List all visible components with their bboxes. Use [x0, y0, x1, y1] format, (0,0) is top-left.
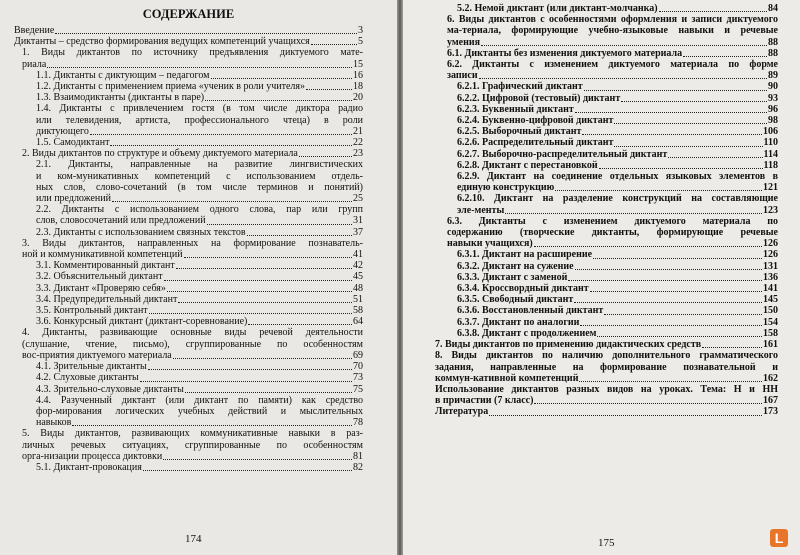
dot-leader [575, 112, 767, 113]
toc-entry [435, 216, 778, 250]
toc-entry [14, 361, 363, 372]
dot-leader [148, 369, 352, 370]
toc-entry-text: 6.2.6. Распределительный диктант [457, 137, 614, 149]
dot-leader [143, 470, 352, 471]
toc-entry [435, 171, 778, 193]
toc-entry [435, 115, 778, 126]
toc-entry-text: 2.1. Диктанты, направленные на развитие лингвистических [36, 159, 363, 171]
toc-entry-text: эле-менты [457, 204, 505, 216]
toc-entry [435, 3, 778, 14]
toc-page-number: 167 [763, 395, 778, 407]
toc-entry-text: 6.3.2. Диктант на сужение [457, 260, 574, 272]
toc-page-number: 158 [763, 327, 778, 339]
dot-leader [149, 313, 352, 314]
dot-leader [72, 425, 352, 426]
toc-page-number: 75 [353, 383, 363, 395]
toc-page-number: 41 [353, 249, 363, 261]
toc-entry-text: личных речевых ситуациях, сгруппированные по особенностям [22, 439, 363, 451]
dot-leader [481, 45, 767, 46]
toc-page-number: 58 [353, 305, 363, 317]
toc-entry-text: и ком-муникативных компетенций с использованием отдель- [36, 170, 363, 182]
toc-entry-text: 6.2.5. Выборочный диктант [457, 126, 582, 138]
toc-entry-text: 3.5. Контрольный диктант [36, 305, 148, 317]
toc-page-number: 64 [353, 316, 363, 328]
toc-page-number: 173 [763, 406, 778, 418]
dot-leader [582, 134, 762, 135]
dot-leader [299, 156, 352, 157]
toc-page-number: 106 [763, 126, 778, 138]
dot-leader [534, 403, 762, 404]
toc-entry [435, 272, 778, 283]
dot-leader [205, 100, 352, 101]
toc-entry [435, 193, 778, 215]
dot-leader [90, 134, 352, 135]
toc-entry-text: единую конструкцию [457, 182, 555, 194]
toc-entry [14, 384, 363, 395]
toc-entry [435, 14, 778, 48]
toc-page-number: 96 [768, 103, 778, 115]
toc-entry-text: 4. Диктанты, развивающие основные виды речевой деятельности [22, 327, 363, 339]
toc-entry [14, 92, 363, 103]
toc-entry-text: умения [447, 36, 481, 48]
dot-leader [534, 246, 762, 247]
dot-leader [568, 280, 762, 281]
toc-entry [14, 462, 363, 473]
toc-entry-text: 2.2. Диктанты с использованием одного слова, пар или групп [36, 204, 363, 216]
toc-entry-text: Диктанты – средство формирования ведущих компетенций учащихся [14, 36, 310, 48]
toc-page-number: 161 [763, 339, 778, 351]
dot-leader [702, 347, 762, 348]
toc-entry [14, 238, 363, 260]
toc-entry-text: задания, направленные на формирование познавательной и [435, 361, 778, 373]
dot-leader [173, 358, 352, 359]
toc-entry-text: 3.2. Объяснительный диктант [36, 271, 163, 283]
dot-leader [211, 78, 353, 79]
dot-leader [614, 146, 762, 147]
dot-leader [668, 157, 762, 158]
toc-entry-text: 6.2.9. Диктант на соединение отдельных языковых элементов в [457, 171, 778, 183]
dot-leader [167, 291, 352, 292]
toc-entry-text: Использование диктантов разных видов на уроках. Тема: Н и НН [435, 383, 778, 395]
toc-entry-text: ной и коммуникативной компетенций [22, 249, 183, 261]
toc-entry-text: или телевидения, артиста, профессионального чтеца) в роли [36, 114, 363, 126]
toc-entry-text: риала [22, 58, 47, 70]
toc-entry [435, 160, 778, 171]
toc-page-number: 82 [353, 461, 363, 473]
toc-entry-text: 6.1. Диктанты без изменения диктуемого материала [447, 47, 683, 59]
toc-entry-text: 3.3. Диктант «Проверяю себя» [36, 282, 166, 294]
toc-page-number: 118 [763, 159, 778, 171]
toc-entry [14, 47, 363, 69]
dot-leader [599, 168, 763, 169]
dot-leader [555, 190, 762, 191]
toc-entry [14, 395, 363, 429]
toc-entry [435, 294, 778, 305]
toc-entry-text: ных слов, слово-сочетаний (в том числе терминов и понятий) [36, 181, 363, 193]
toc-entry-text: 2. Виды диктантов по структуре и объему диктуемого материала [22, 148, 298, 160]
toc-entry [14, 316, 363, 327]
left-page [0, 0, 397, 555]
toc-entry [14, 25, 363, 36]
toc-page-number: 73 [353, 372, 363, 384]
toc-entry [14, 137, 363, 148]
dot-leader [593, 258, 762, 259]
toc-page-number: 20 [353, 92, 363, 104]
dot-leader [184, 257, 352, 258]
toc-page-number: 84 [768, 3, 778, 14]
dot-leader [505, 213, 762, 214]
toc-entry-text: 7. Виды диктантов по применению дидактических средств [435, 339, 702, 351]
toc-entry [14, 103, 363, 137]
toc-entry-text: 4.3. Зрительно-слуховые диктанты [36, 383, 184, 395]
toc-entry [435, 328, 778, 339]
toc-entry-text: навыков [36, 417, 72, 429]
toc-page-number: 70 [353, 361, 363, 373]
dot-leader [580, 325, 762, 326]
toc-entry-text: 6.3.7. Диктант по аналогии [457, 316, 580, 328]
dot-leader [164, 280, 352, 281]
toc-entry-text: 6.3.6. Восстановленный диктант [457, 305, 604, 317]
toc-entry-text: 6.2.1. Графический диктант [457, 81, 583, 93]
toc-entry-text: 6.2. Диктанты с изменением диктуемого материала по форме [447, 59, 778, 71]
toc-page-number: 3 [358, 25, 363, 36]
toc-entry-text: 1. Виды диктантов по источнику предъявления диктуемого мате- [22, 47, 363, 59]
toc-page-number: 69 [353, 349, 363, 361]
toc-page-number: 114 [763, 148, 778, 160]
dot-leader [489, 415, 762, 416]
toc-page-number: 21 [353, 125, 363, 137]
page-title: СОДЕРЖАНИЕ [142, 7, 235, 21]
toc-entry-text: 1.1. Диктанты с диктующим – педагогом [36, 69, 210, 81]
toc-page-number: 90 [768, 81, 778, 93]
dot-leader [579, 381, 762, 382]
toc-page-number: 22 [353, 137, 363, 149]
toc-entry-text: 3.1. Комментированный диктант [36, 260, 175, 272]
toc-entry-text: Введение [14, 25, 55, 36]
toc-entry-text: Литература [435, 406, 489, 418]
toc-entry-text: 6.2.3. Буквенный диктант [457, 103, 574, 115]
toc-entry-text: или предложений [36, 193, 111, 205]
dot-leader [55, 33, 357, 34]
toc-entry-text: 6.2.2. Цифровой (тестовый) диктант [457, 92, 621, 104]
dot-leader [584, 90, 767, 91]
toc-list-right [435, 3, 778, 418]
toc-entry-text: диктующего [36, 125, 89, 137]
toc-entry [435, 317, 778, 328]
toc-entry-text: орга-низации процесса диктовки [22, 450, 163, 462]
toc-page-number: 126 [763, 249, 778, 261]
toc-page-number: 48 [353, 282, 363, 294]
dot-leader [112, 201, 352, 202]
dot-leader [47, 67, 352, 68]
toc-entry [435, 283, 778, 294]
toc-page-number: 31 [353, 215, 363, 227]
toc-page-number: 154 [763, 316, 778, 328]
toc-entry-text: 1.4. Диктанты с привлечением гостя (в том числе диктора радио [36, 103, 363, 115]
toc-page-number: 15 [353, 58, 363, 70]
dot-leader [185, 392, 352, 393]
toc-entry [14, 372, 363, 383]
toc-entry-text: 4.1. Зрительные диктанты [36, 361, 147, 373]
toc-entry-text: (слушание, чтение, письмо), сгруппированные по особенностям [22, 338, 363, 350]
toc-entry-text: 2.3. Диктанты с использованием связных текстов [36, 226, 246, 238]
toc-entry-text: 6.3.8. Диктант с продолжением [457, 327, 597, 339]
toc-entry-text: 6.2.4. Буквенно-цифровой диктант [457, 115, 614, 127]
page-number-left: 174 [185, 533, 202, 545]
toc-entry-text: 6.3.5. Свободный диктант [457, 294, 574, 306]
toc-entry-text: 3. Виды диктантов, направленных на формирование познаватель- [22, 237, 363, 249]
toc-entry-text: слов, словосочетаний или предложений [36, 215, 206, 227]
toc-entry-text: 6.3.3. Диктант с заменой [457, 271, 568, 283]
toc-page-number: 162 [763, 372, 778, 384]
dot-leader [683, 56, 767, 57]
dot-leader [597, 336, 762, 337]
dot-leader [479, 78, 767, 79]
toc-page-number: 131 [763, 260, 778, 272]
toc-entry [435, 339, 778, 350]
toc-entry-text: 6.3.1. Диктант на расширение [457, 249, 593, 261]
toc-entry-text: 4.2. Слуховые диктанты [36, 372, 139, 384]
toc-entry-text: 1.3. Взаимодиктанты (диктанты в паре) [36, 92, 205, 104]
toc-entry [14, 271, 363, 282]
toc-entry-text: навыки учащихся) [447, 238, 533, 250]
toc-entry [14, 204, 363, 226]
toc-entry [14, 283, 363, 294]
dot-leader [110, 145, 352, 146]
toc-entry [14, 70, 363, 81]
toc-entry-text: фор-мирования логических учебных действий и мыслительных [36, 405, 363, 417]
toc-entry-text: 4.4. Разученный диктант (или диктант по памяти) как средство [36, 394, 363, 406]
toc-entry-text: содержанию (творческие диктанты, формирующие речевые [447, 227, 778, 239]
dot-leader [248, 324, 352, 325]
toc-entry-text: в причастии (7 класс) [435, 395, 534, 407]
toc-entry [435, 149, 778, 160]
toc-entry-text: 5.1. Диктант-провокация [36, 461, 142, 473]
toc-entry [14, 260, 363, 271]
right-page [403, 0, 800, 555]
toc-entry [435, 59, 778, 81]
dot-leader [247, 235, 352, 236]
toc-list-left [14, 25, 363, 473]
toc-page-number: 150 [763, 305, 778, 317]
toc-page-number: 5 [358, 36, 363, 48]
toc-entry-text: 6. Виды диктантов с особенностями оформления и записи диктуемого [447, 14, 778, 26]
toc-entry-text: вос-приятия диктуемого материала [22, 349, 172, 361]
toc-page-number: 23 [353, 148, 363, 160]
toc-entry [435, 81, 778, 92]
toc-entry-text: 8. Виды диктантов по наличию дополнительного грамматического [435, 350, 778, 362]
toc-page-number: 126 [763, 238, 778, 250]
toc-entry-text: 3.4. Предупредительный диктант [36, 293, 178, 305]
toc-entry-text: 5.2. Немой диктант (или диктант-молчанка) [457, 3, 658, 14]
toc-page-number: 78 [353, 417, 363, 429]
toc-entry [435, 93, 778, 104]
toc-entry [435, 48, 778, 59]
toc-page-number: 45 [353, 271, 363, 283]
toc-entry [435, 249, 778, 260]
toc-entry-text: 6.3.4. Кроссвордный диктант [457, 283, 589, 295]
toc-page-number: 51 [353, 293, 363, 305]
toc-entry [14, 227, 363, 238]
toc-page-number: 89 [768, 70, 778, 82]
toc-page-number: 141 [763, 283, 778, 295]
toc-page-number: 93 [768, 92, 778, 104]
toc-page-number: 145 [763, 294, 778, 306]
toc-page-number: 136 [763, 271, 778, 283]
toc-entry [14, 294, 363, 305]
toc-entry-text: записи [447, 70, 478, 82]
toc-entry-text: 6.2.10. Диктант на разделение конструкций на составляющие [457, 193, 778, 205]
toc-entry [14, 327, 363, 361]
dot-leader [140, 381, 352, 382]
dot-leader [575, 269, 762, 270]
toc-entry-text: 6.2.7. Выборочно-распределительный диктант [457, 148, 668, 160]
toc-entry [435, 406, 778, 417]
toc-page-number: 88 [768, 47, 778, 59]
toc-entry [14, 305, 363, 316]
toc-page-number: 18 [353, 81, 363, 93]
toc-entry-text: 1.5. Самодиктант [36, 137, 110, 149]
toc-page-number: 37 [353, 226, 363, 238]
toc-page-number: 98 [768, 115, 778, 127]
toc-entry [14, 36, 363, 47]
dot-leader [590, 291, 762, 292]
dot-leader [207, 224, 352, 225]
page-number-right: 175 [598, 537, 615, 549]
toc-entry-text: 1.2. Диктанты с применением приема «ученик в роли учителя» [36, 81, 306, 93]
toc-entry [435, 261, 778, 272]
dot-leader [659, 11, 767, 12]
dot-leader [621, 101, 767, 102]
toc-entry [435, 350, 778, 384]
toc-page-number: 110 [763, 137, 778, 149]
toc-entry [14, 81, 363, 92]
dot-leader [311, 44, 357, 45]
toc-page-number: 88 [768, 36, 778, 48]
dot-leader [178, 302, 352, 303]
publisher-logo-icon: L [770, 529, 788, 547]
toc-page-number: 42 [353, 260, 363, 272]
dot-leader [604, 314, 762, 315]
toc-entry [435, 384, 778, 406]
dot-leader [574, 302, 762, 303]
toc-entry-text: ма-териала, формирующие учебно-языковые навыки и речевые [447, 25, 778, 37]
toc-entry-text: 6.3. Диктанты с изменением диктуемого материала по [447, 215, 778, 227]
toc-entry [435, 104, 778, 115]
toc-entry-text: коммун-кативной компетенций [435, 372, 579, 384]
toc-page-number: 81 [353, 450, 363, 462]
dot-leader [176, 268, 352, 269]
toc-entry-text: 6.2.8. Диктант с перестановкой [457, 159, 598, 171]
toc-page-number: 121 [763, 182, 778, 194]
toc-entry [435, 126, 778, 137]
toc-entry [14, 148, 363, 159]
toc-page-number: 25 [353, 193, 363, 205]
toc-entry-text: 5. Виды диктантов, развивающих коммуникативные навыки в раз- [22, 428, 363, 440]
dot-leader [614, 123, 767, 124]
toc-page-number: 123 [763, 204, 778, 216]
dot-leader [306, 89, 352, 90]
toc-entry [14, 428, 363, 462]
toc-entry-text: 3.6. Конкурсный диктант (диктант-соревнование) [36, 316, 248, 328]
dot-leader [163, 459, 352, 460]
toc-entry [435, 137, 778, 148]
toc-entry [435, 305, 778, 316]
toc-page-number: 16 [353, 69, 363, 81]
toc-entry [14, 159, 363, 204]
